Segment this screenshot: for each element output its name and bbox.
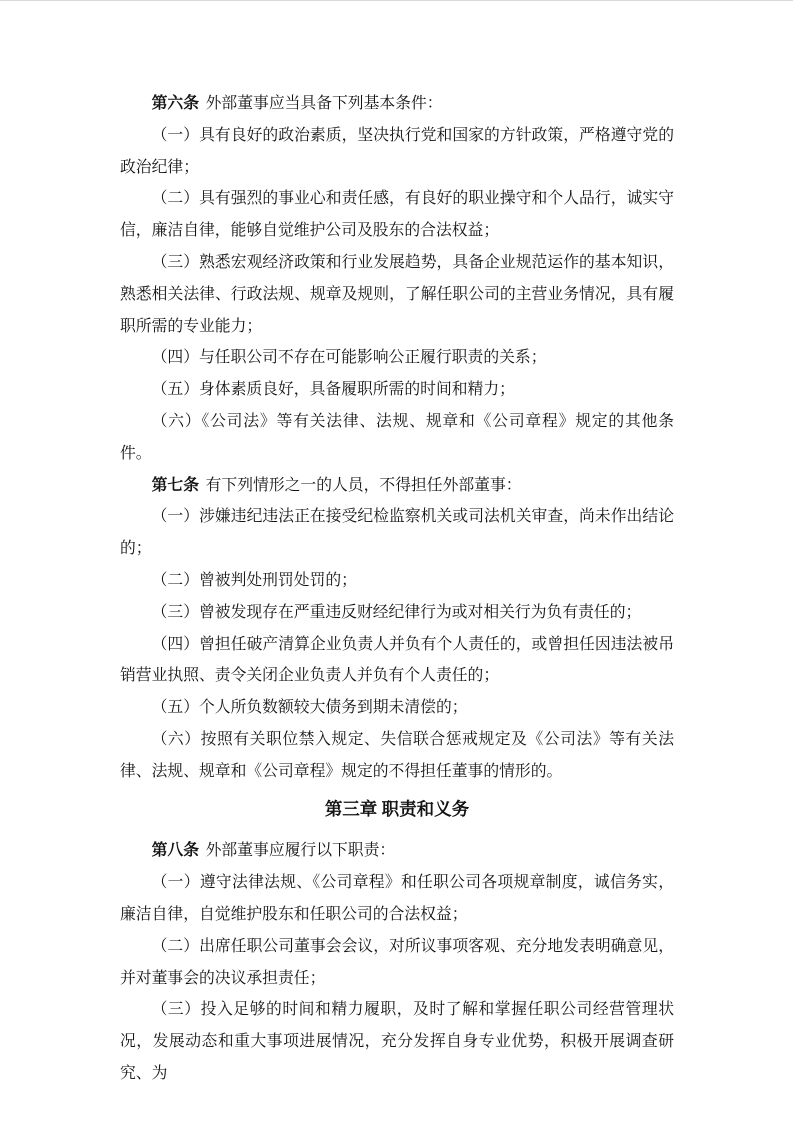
item-paragraph: （一）涉嫌违纪违法正在接受纪检监察机关或司法机关审查，尚未作出结论的；: [120, 508, 674, 558]
chapter-heading: 第三章 职责和义务: [324, 798, 470, 819]
item-paragraph: （四）曾担任破产清算企业负责人并负有个人责任的，或曾担任因违法被吊销营业执照、责令关闭企业负责人并负有个人责任的；: [120, 635, 674, 685]
article-paragraph: [120, 470, 674, 502]
item-paragraph: （六）《公司法》等有关法律、法规、规章和《公司章程》规定的其他条件。: [120, 412, 674, 462]
item-paragraph: （三）熟悉宏观经济政策和行业发展趋势，具备企业规范运作的基本知识，熟悉相关法律、行政法规、规章及规则，了解任职公司的主营业务情况，具有履职所需的专业能力；: [120, 253, 674, 335]
article-number: 第六条: [151, 95, 199, 112]
article-paragraph: [120, 835, 674, 867]
article-text: 外部董事应履行以下职责：: [205, 842, 396, 860]
item-paragraph: （二）曾被判处刑罚处罚的；: [151, 571, 357, 589]
item-paragraph: （一）遵守法律法规、《公司章程》和任职公司各项规章制度，诚信务实，廉洁自律，自觉维护股东和任职公司的合法权益；: [120, 874, 674, 923]
article-number: 第七条: [151, 476, 199, 494]
item-paragraph: （二）具有强烈的事业心和责任感，有良好的职业操守和个人品行，诚实守信，廉洁自律，能够自觉维护公司及股东的合法权益；: [120, 190, 674, 240]
article-text: 外部董事应当具备下列基本条件：: [205, 95, 443, 112]
item-paragraph: （六）按照有关职位禁入规定、失信联合惩戒规定及《公司法》等有关法律、法规、规章和《公司章程》规定的不得担任董事的情形的。: [120, 730, 674, 780]
article-text: 有下列情形之一的人员，不得担任外部董事：: [205, 476, 522, 494]
item-paragraph: （三）曾被发现存在严重违反财经纪律行为或对相关行为负有责任的；: [151, 603, 642, 621]
item-paragraph: （五）个人所负数额较大债务到期未清偿的；: [151, 699, 468, 717]
item-paragraph: （三）投入足够的时间和精力履职，及时了解和掌握任职公司经营管理状况，发展动态和重大事项进展情况，充分发挥自身专业优势，积极开展调查研究、为: [120, 1001, 674, 1082]
article-number: 第八条: [151, 842, 199, 860]
item-paragraph: （一）具有良好的政治素质，坚决执行党和国家的方针政策，严格遵守党的政治纪律；: [120, 126, 674, 176]
article-paragraph: [120, 88, 674, 120]
item-paragraph: （二）出席任职公司董事会会议，对所议事项客观、充分地发表明确意见，并对董事会的决议承担责任；: [120, 937, 674, 987]
document-content: [120, 88, 674, 1090]
item-paragraph: （五）身体素质良好，具备履职所需的时间和精力；: [151, 381, 515, 399]
item-paragraph: （四）与任职公司不存在可能影响公正履行职责的关系；: [151, 349, 547, 367]
